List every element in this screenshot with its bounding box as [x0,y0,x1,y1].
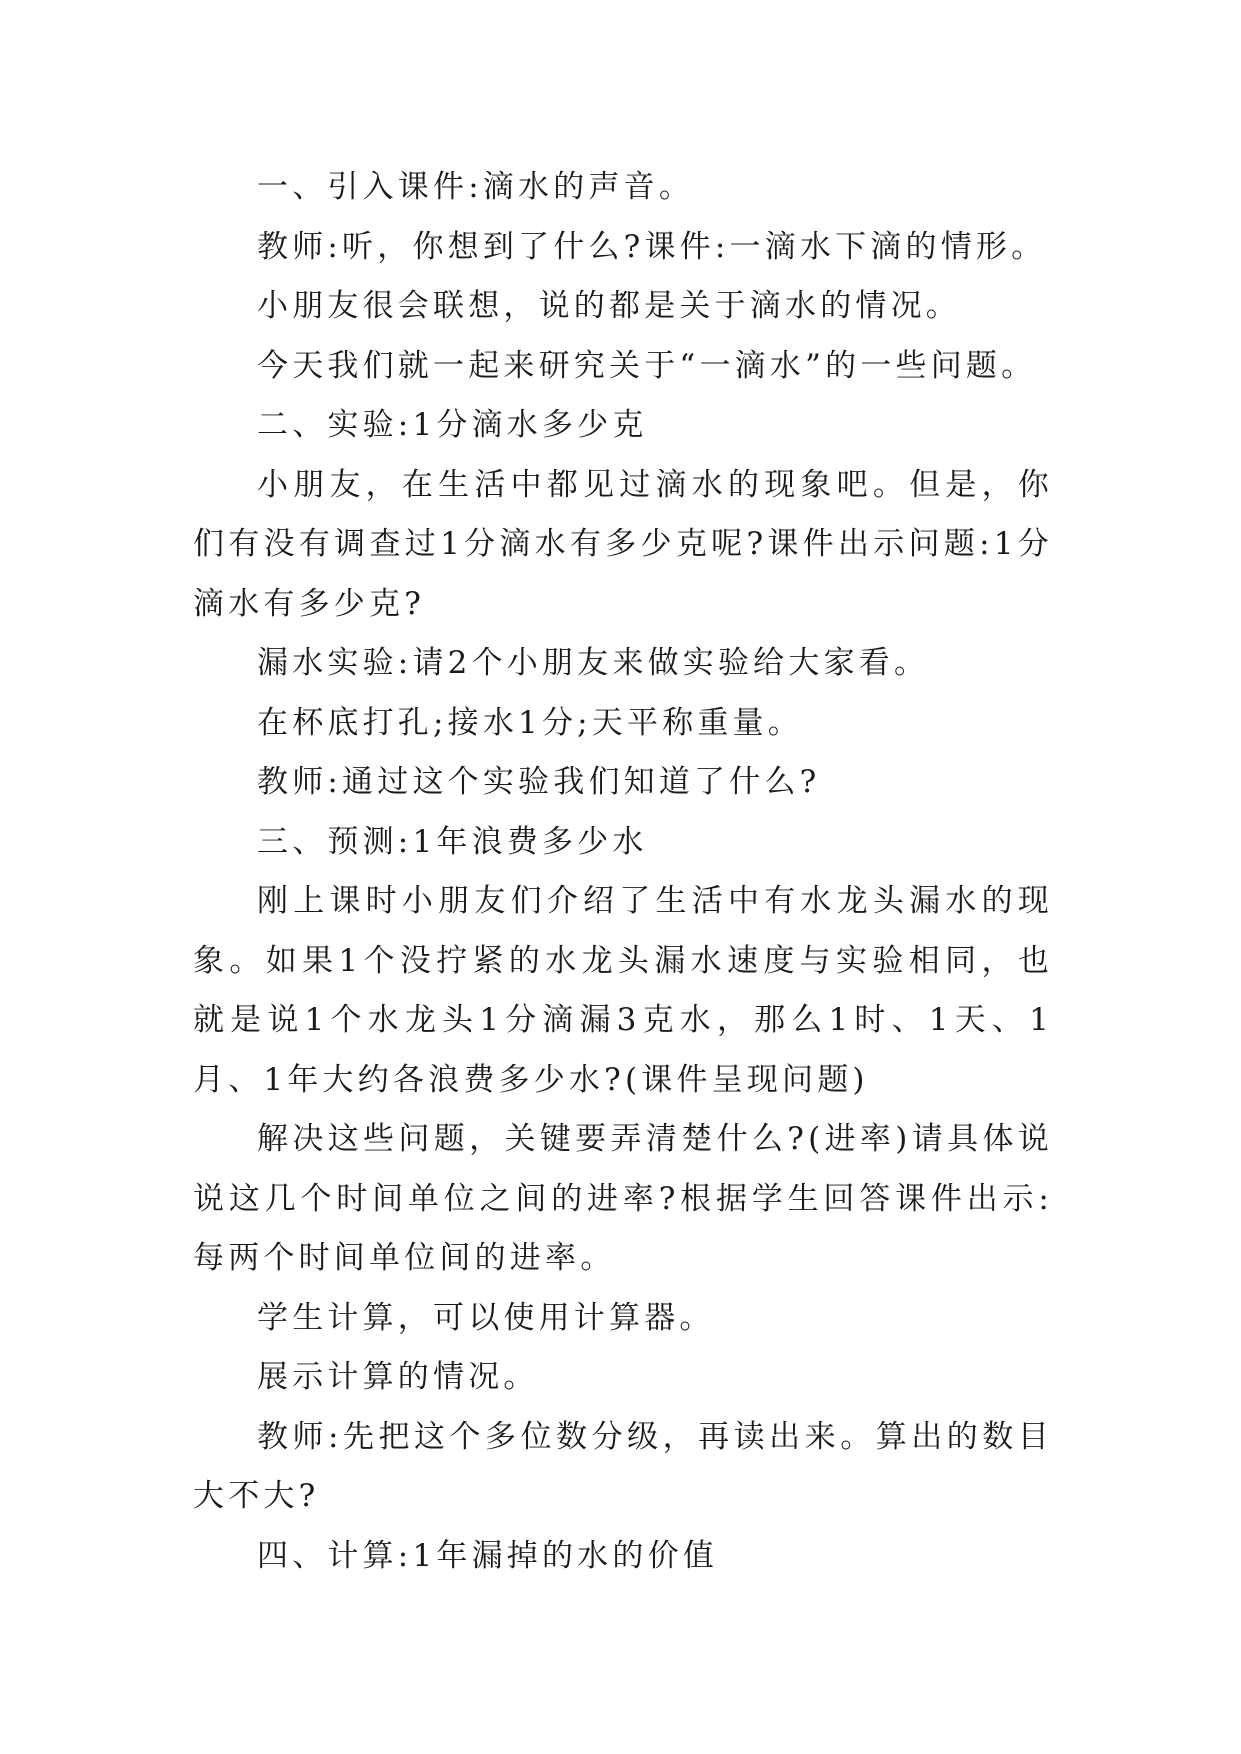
section-heading: 三、预测:1年浪费多少水 [257,823,648,860]
paragraph: 学生计算，可以使用计算器。 [257,1299,715,1336]
paragraph: 在杯底打孔;接水1分;天平称重量。 [257,704,804,741]
paragraph: 解决这些问题，关键要弄清楚什么?(进率)请具体说说这几个时间单位之间的进率?根据学生回答课件出示:每两个时间单位间的进率。 [193,1121,1053,1276]
document-body [193,158,1053,1586]
paragraph: 今天我们就一起来研究关于“一滴水”的一些问题。 [257,347,1037,384]
paragraph: 展示计算的情况。 [257,1359,539,1395]
paragraph: 小朋友，在生活中都见过滴水的现象吧。但是，你们有没有调查过1分滴水有多少克呢?课件出示问题:1分滴水有多少克? [193,466,1053,622]
paragraph: 教师:听，你想到了什么?课件:一滴水下滴的情形。 [257,228,1047,265]
section-heading: 一、引入课件:滴水的声音。 [257,169,695,205]
paragraph: 小朋友很会联想，说的都是关于滴水的情况。 [257,288,961,324]
section-heading: 二、实验:1分滴水多少克 [257,407,648,443]
paragraph: 漏水实验:请2个小朋友来做实验给大家看。 [257,645,930,681]
paragraph: 教师:通过这个实验我们知道了什么? [257,764,821,800]
paragraph: 刚上课时小朋友们介绍了生活中有水龙头漏水的现象。如果1个没拧紧的水龙头漏水速度与实验相同，也就是说1个水龙头1分滴漏3克水，那么1时、1天、1月、1年大约各浪费多少水?(课件呈现问题) [193,883,1053,1098]
section-heading: 四、计算:1年漏掉的水的价值 [257,1537,718,1574]
paragraph: 教师:先把这个多位数分级，再读出来。算出的数目大不大? [193,1418,1053,1514]
